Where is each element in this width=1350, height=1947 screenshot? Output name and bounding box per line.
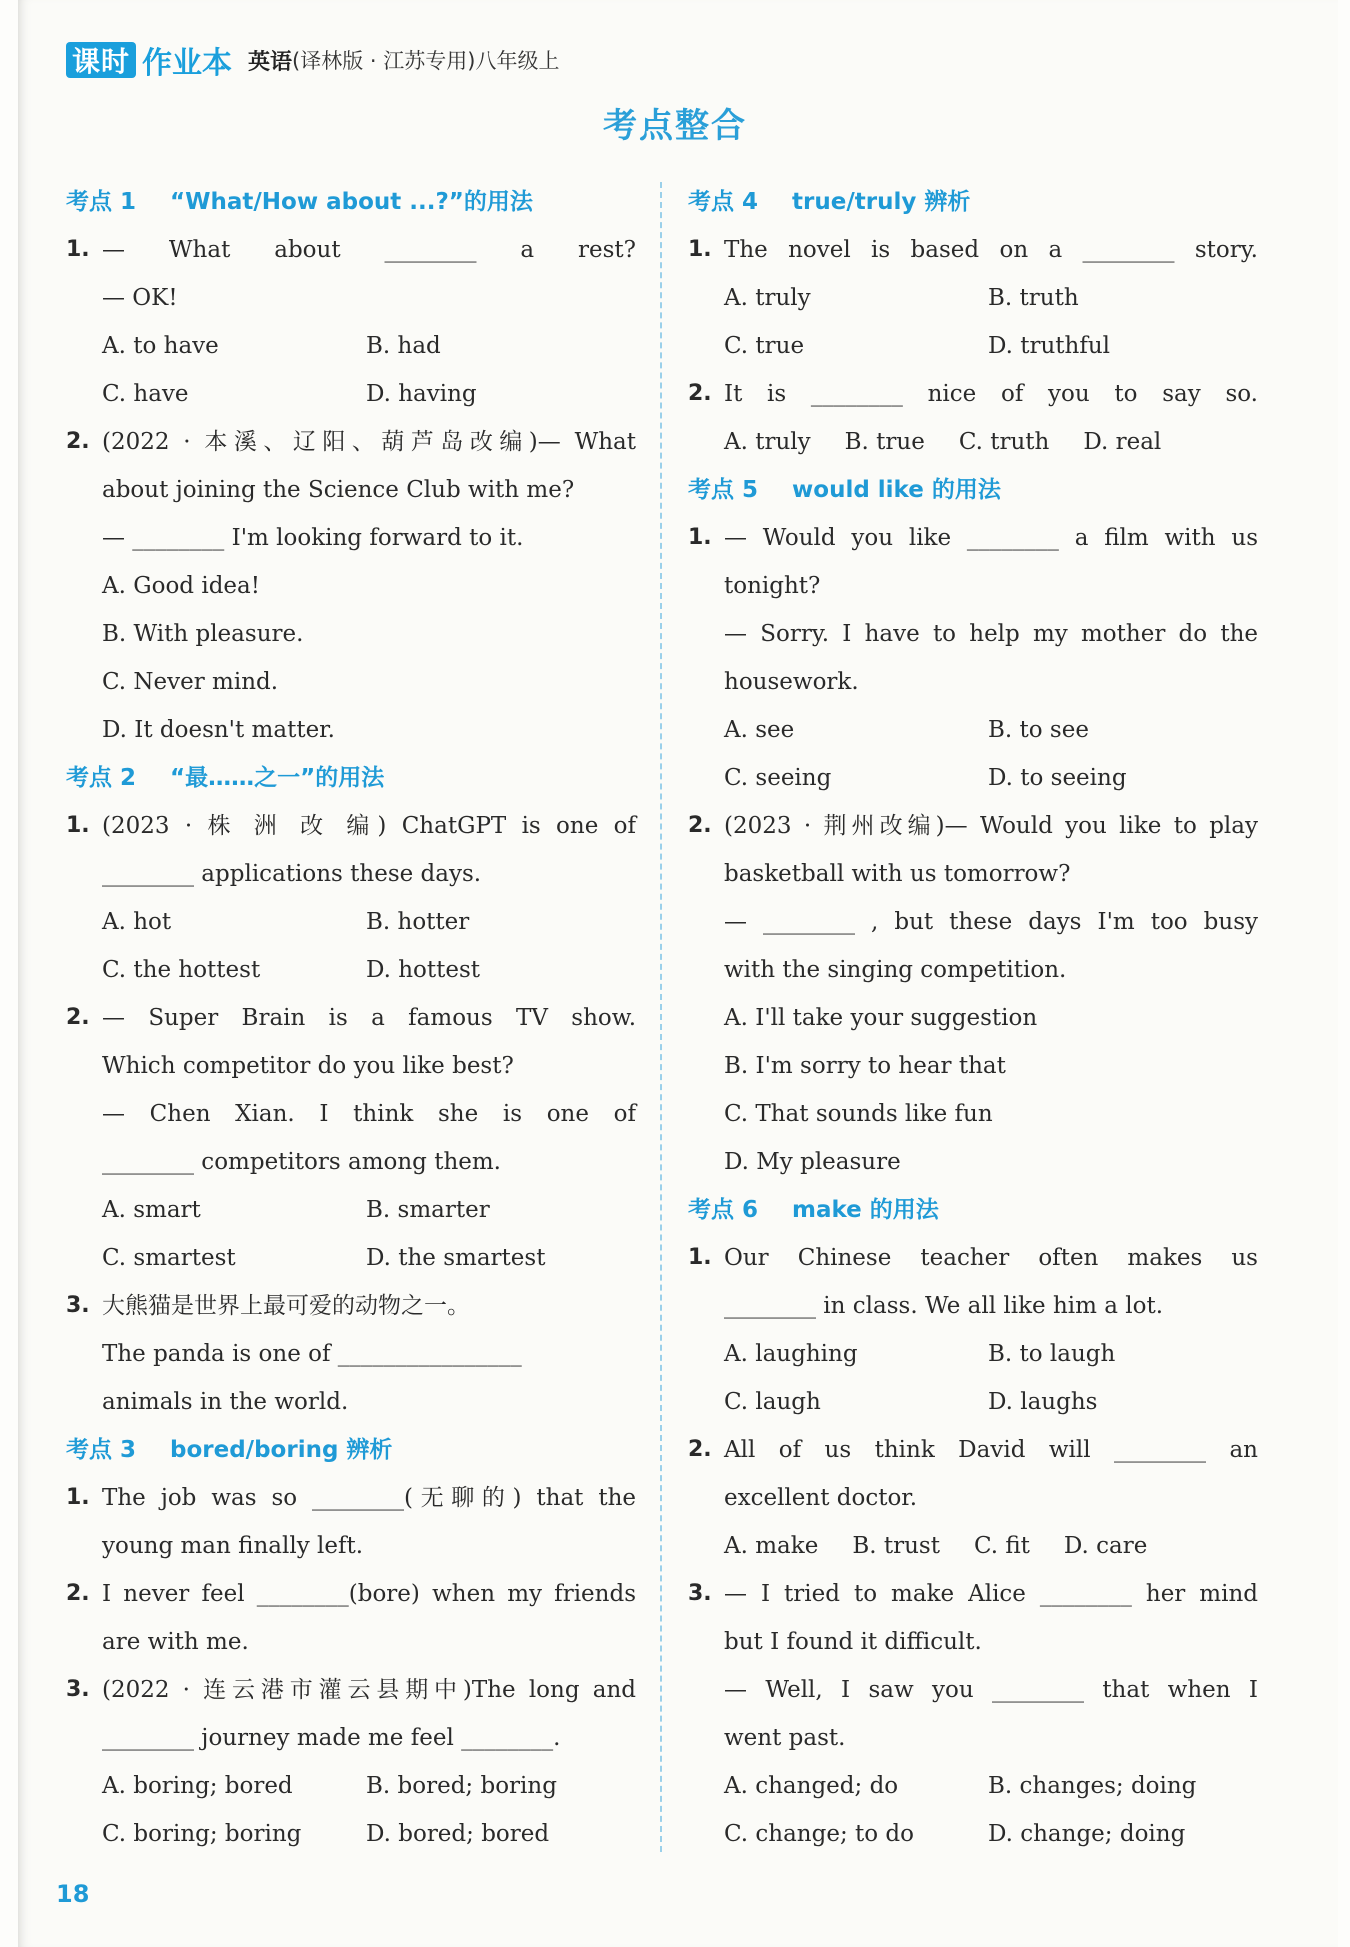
question-line: — OK!: [102, 285, 178, 311]
question-line: 1. The job was so ________(无聊的) that the: [66, 1485, 636, 1511]
options: C. true D. truthful: [724, 333, 1111, 359]
question-line: but I found it difficult.: [724, 1629, 982, 1655]
question-line: tonight?: [724, 573, 821, 599]
page-title: 考点整合: [603, 106, 747, 146]
options: C. change; to do D. change; doing: [724, 1821, 1186, 1847]
options: C. smartest D. the smartest: [102, 1245, 546, 1271]
page-number: 18: [56, 1880, 90, 1908]
question-line: 2. All of us think David will ________ an: [688, 1437, 1258, 1463]
question-line: young man finally left.: [102, 1533, 364, 1559]
question-line: went past.: [724, 1725, 846, 1751]
question-line: 2. (2023 · 荆州改编)— Would you like to play: [688, 813, 1258, 839]
question-line: ________ applications these days.: [102, 861, 482, 887]
brand-name: 作业本: [142, 46, 233, 81]
options: A. make B. trust C. fit D. care: [724, 1533, 1148, 1559]
option: A. I'll take your suggestion: [724, 1005, 1038, 1031]
option: D. It doesn't matter.: [102, 717, 335, 743]
options: C. have D. having: [102, 381, 477, 407]
section-title: 考点 5 would like 的用法: [688, 477, 1001, 503]
question-line: — ________ , but these days I'm too busy: [724, 909, 1258, 935]
question-line: — Well, I saw you ________ that when I: [724, 1677, 1258, 1703]
question-line: ________ competitors among them.: [102, 1149, 501, 1175]
question-line: 3. 大熊猫是世界上最可爱的动物之一。: [66, 1293, 470, 1319]
question-line: 2. I never feel ________(bore) when my friends: [66, 1581, 636, 1607]
column-divider: [660, 182, 662, 1852]
options: A. smart B. smarter: [102, 1197, 490, 1223]
section-title: 考点 6 make 的用法: [688, 1197, 939, 1223]
option: D. My pleasure: [724, 1149, 901, 1175]
question-line: with the singing competition.: [724, 957, 1067, 983]
question-line: 1. — Would you like ________ a film with us: [688, 525, 1258, 551]
option: C. That sounds like fun: [724, 1101, 993, 1127]
option: A. Good idea!: [102, 573, 260, 599]
question-line: housework.: [724, 669, 859, 695]
options: C. seeing D. to seeing: [724, 765, 1127, 791]
question-line: excellent doctor.: [724, 1485, 918, 1511]
options: A. to have B. had: [102, 333, 441, 359]
option: C. Never mind.: [102, 669, 279, 695]
question-line: — Sorry. I have to help my mother do the: [724, 621, 1258, 647]
section-title: 考点 2 “最……之一”的用法: [66, 765, 385, 791]
option: B. I'm sorry to hear that: [724, 1053, 1006, 1079]
options: A. see B. to see: [724, 717, 1089, 743]
question-line: 1. — What about ________ a rest?: [66, 237, 636, 263]
options: A. boring; bored B. bored; boring: [102, 1773, 557, 1799]
subject-edition: (译林版 · 江苏专用)八年级上: [292, 49, 560, 73]
subject: 英语: [248, 49, 293, 75]
option: B. With pleasure.: [102, 621, 304, 647]
question-line: — Chen Xian. I think she is one of: [102, 1101, 636, 1127]
question-line: 2. It is ________ nice of you to say so.: [688, 381, 1258, 407]
question-line: ________ journey made me feel ________.: [102, 1725, 561, 1751]
right-column: [688, 178, 1258, 1858]
question-line: — ________ I'm looking forward to it.: [102, 525, 524, 551]
question-line: 3. — I tried to make Alice ________ her mind: [688, 1581, 1258, 1607]
options: A. hot B. hotter: [102, 909, 470, 935]
header: [66, 38, 559, 82]
section-title: 考点 3 bored/boring 辨析: [66, 1437, 393, 1463]
options: A. changed; do B. changes; doing: [724, 1773, 1197, 1799]
question-line: The panda is one of ________________: [102, 1341, 522, 1367]
section-title: 考点 1 “What/How about ...?”的用法: [66, 189, 533, 215]
question-line: are with me.: [102, 1629, 249, 1655]
options: A. laughing B. to laugh: [724, 1341, 1116, 1367]
question-line: 3. (2022 · 连云港市灌云县期中)The long and: [66, 1677, 636, 1703]
question-line: about joining the Science Club with me?: [102, 477, 575, 503]
options: A. truly B. truth: [724, 285, 1079, 311]
question-line: 2. — Super Brain is a famous TV show.: [66, 1005, 636, 1031]
question-line: ________ in class. We all like him a lot.: [724, 1293, 1164, 1319]
section-title: 考点 4 true/truly 辨析: [688, 189, 971, 215]
options: A. truly B. true C. truth D. real: [724, 429, 1162, 455]
options: C. the hottest D. hottest: [102, 957, 481, 983]
brand-logo: 课时: [66, 42, 136, 78]
question-line: 2. (2022 · 本溪、辽阳、葫芦岛改编)— What: [66, 429, 636, 455]
question-line: basketball with us tomorrow?: [724, 861, 1071, 887]
question-line: 1. Our Chinese teacher often makes us: [688, 1245, 1258, 1271]
options: C. boring; boring D. bored; bored: [102, 1821, 550, 1847]
question-line: 1. The novel is based on a ________ story.: [688, 237, 1258, 263]
question-line: 1. (2023 · 株 洲 改 编) ChatGPT is one of: [66, 813, 636, 839]
question-line: Which competitor do you like best?: [102, 1053, 514, 1079]
question-line: animals in the world.: [102, 1389, 349, 1415]
left-column: [66, 178, 636, 1858]
options: C. laugh D. laughs: [724, 1389, 1098, 1415]
